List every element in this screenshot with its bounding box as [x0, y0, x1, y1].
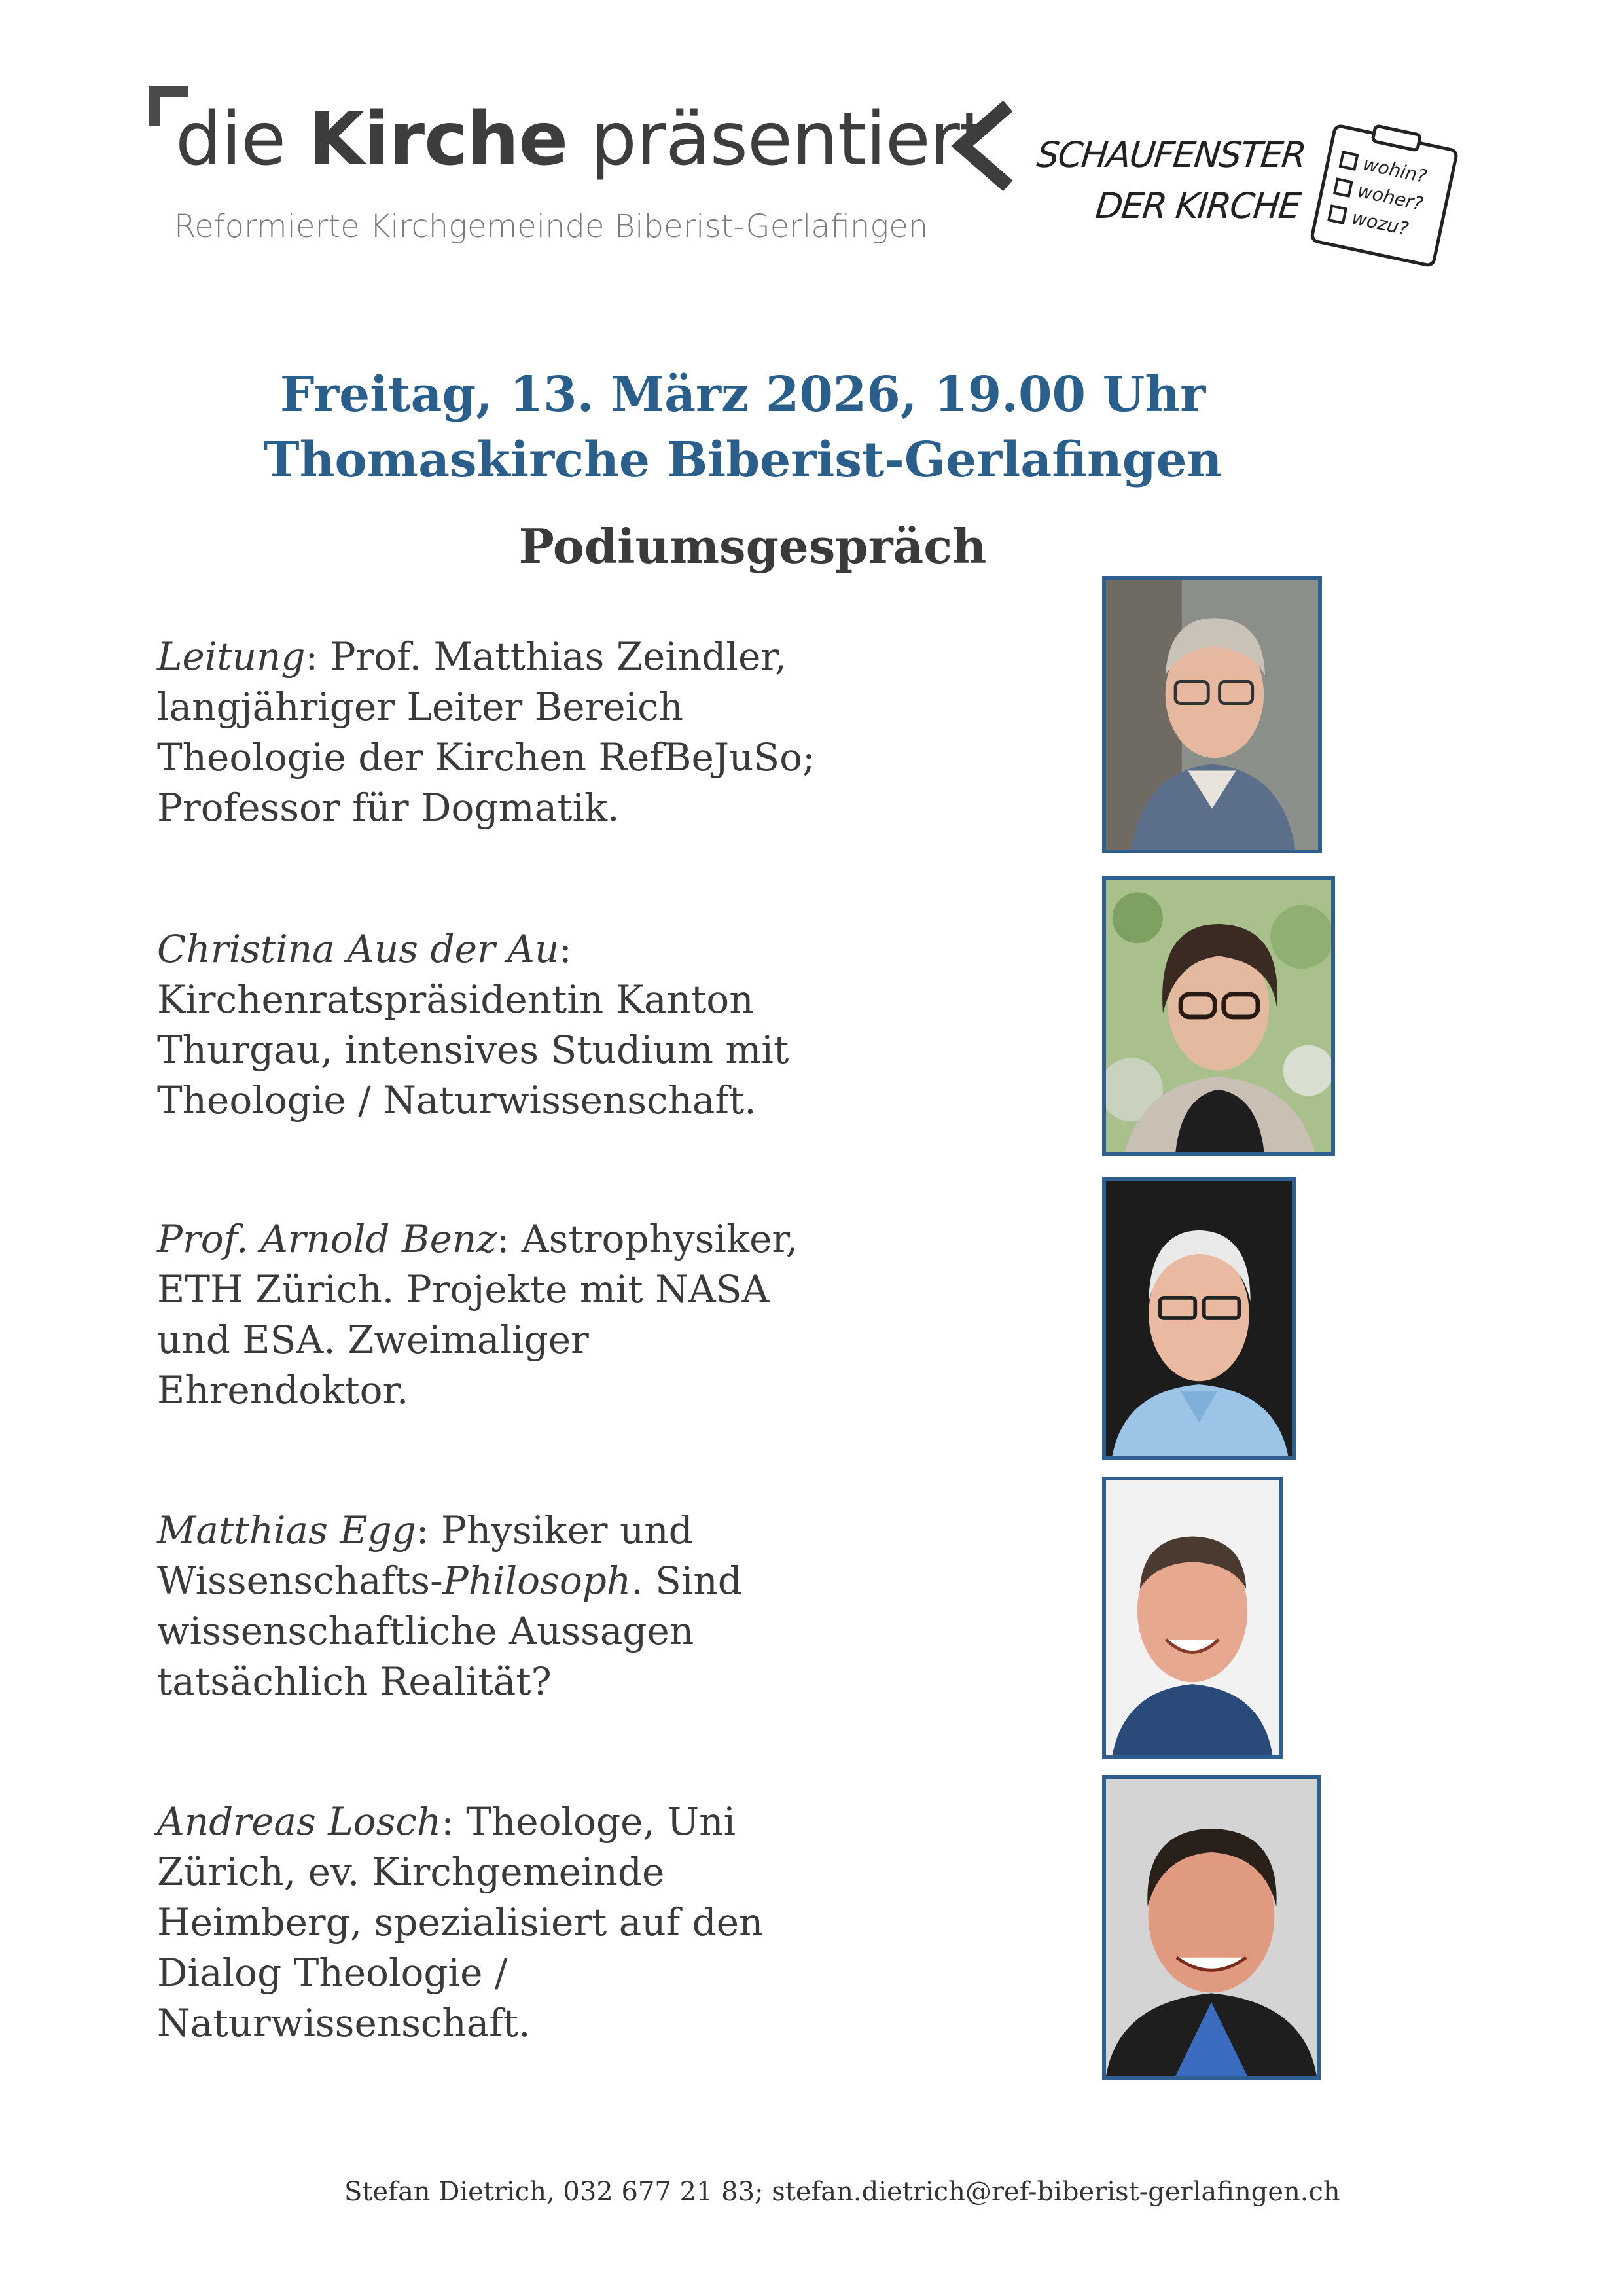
speaker-bio-3 [157, 1214, 1034, 1416]
bio-line [157, 732, 1034, 783]
bio-text-run: : [559, 927, 572, 971]
chevron-left-icon [936, 97, 1034, 195]
bio-text-run: Heimberg, spezialisiert auf den [157, 1900, 764, 1945]
schaufenster-line2: DER KIRCHE [1093, 185, 1302, 226]
bio-text-run: Theologie / Naturwissenschaft. [157, 1078, 757, 1122]
bio-italic-run: Matthias Egg [157, 1508, 416, 1552]
brand-title: die Kirche präsentiert [175, 97, 988, 182]
speaker-bio-2 [157, 924, 1034, 1126]
bio-text-run: Dialog Theologie / [157, 1950, 508, 1995]
bio-line [157, 1657, 1034, 1707]
speaker-photo-5 [1102, 1775, 1321, 2080]
speaker-bio-1 [157, 632, 1034, 833]
bio-line [157, 1505, 1034, 1556]
bio-line [157, 1797, 1034, 1847]
bio-italic-run: Philosoph [442, 1558, 632, 1603]
bio-text-run: Kirchenratspräsidentin Kanton [157, 977, 754, 1022]
bio-text-run: wissenschaftliche Aussagen [157, 1609, 694, 1653]
bio-line [157, 1998, 1034, 2049]
bio-text-run: ETH Zürich. Projekte mit NASA [157, 1267, 770, 1312]
contact-info: Stefan Dietrich, 032 677 21 83; stefan.dietrich@ref-biberist-gerlafingen.ch [344, 2177, 1340, 2207]
bio-text-run: tatsächlich Realität? [157, 1659, 552, 1704]
bio-text-run: Theologie der Kirchen RefBeJuSo; [157, 735, 815, 780]
bio-text-run: Wissenschafts- [157, 1558, 443, 1603]
bio-line [157, 1365, 1034, 1416]
bio-italic-run: Leitung [157, 634, 306, 679]
speaker-bio-4 [157, 1505, 1034, 1707]
bio-text-run: und ESA. Zweimaliger [157, 1318, 589, 1362]
bio-line [157, 783, 1034, 833]
bio-text-run: langjähriger Leiter Bereich [157, 685, 683, 729]
bio-line [157, 1556, 1034, 1606]
bio-text-run: Ehrendoktor. [157, 1368, 409, 1412]
bio-text-run: : Physiker und [416, 1508, 693, 1552]
bio-line [157, 1847, 1034, 1897]
bio-line [157, 1265, 1034, 1315]
bio-italic-run: Andreas Losch [157, 1799, 442, 1844]
bio-text-run: Professor für Dogmatik. [157, 785, 620, 830]
bio-line [157, 1214, 1034, 1265]
bio-text-run: Thurgau, intensives Studium mit [157, 1028, 789, 1072]
clipboard-item-1: wohin? [1361, 152, 1429, 188]
schaufenster-line1: SCHAUFENSTER [1035, 134, 1308, 175]
event-date-time: Freitag, 13. März 2026, 19.00 Uhr [279, 367, 1206, 423]
bio-italic-run: Christina Aus der Au [157, 927, 560, 971]
clipboard-icon [1309, 124, 1466, 268]
speaker-photo-1 [1102, 576, 1322, 853]
speaker-photo-4 [1102, 1477, 1283, 1759]
bio-line [157, 1948, 1034, 1998]
bio-text-run: : Theologe, Uni [441, 1799, 736, 1844]
parish-subtitle: Reformierte Kirchgemeinde Biberist-Gerlafingen [174, 208, 929, 245]
bio-italic-run: Prof. Arnold Benz [157, 1217, 497, 1261]
bio-line [157, 1315, 1034, 1365]
bio-line [157, 1025, 1034, 1075]
speaker-photo-2 [1102, 876, 1335, 1156]
schaufenster-logo [1022, 130, 1308, 232]
bio-line [157, 1606, 1034, 1657]
event-venue: Thomaskirche Biberist-Gerlafingen [263, 432, 1222, 488]
bio-line [157, 632, 1034, 682]
speaker-bio-5 [157, 1797, 1034, 2049]
bio-line [157, 924, 1034, 975]
event-format: Podiumsgespräch [518, 518, 987, 574]
bio-line [157, 682, 1034, 732]
bio-text-run: : Astrophysiker, [496, 1217, 798, 1261]
bio-text-run: : Prof. Matthias Zeindler, [305, 634, 787, 679]
clipboard-item-2: woher? [1355, 179, 1425, 215]
bio-line [157, 1075, 1034, 1126]
bio-line [157, 1897, 1034, 1948]
bio-line [157, 975, 1034, 1025]
bio-text-run: Zürich, ev. Kirchgemeinde [157, 1850, 665, 1894]
bio-text-run: . Sind [631, 1558, 742, 1603]
clipboard-item-3: wozu? [1349, 206, 1411, 240]
bio-text-run: Naturwissenschaft. [157, 2001, 531, 2045]
speaker-photo-3 [1102, 1177, 1296, 1460]
